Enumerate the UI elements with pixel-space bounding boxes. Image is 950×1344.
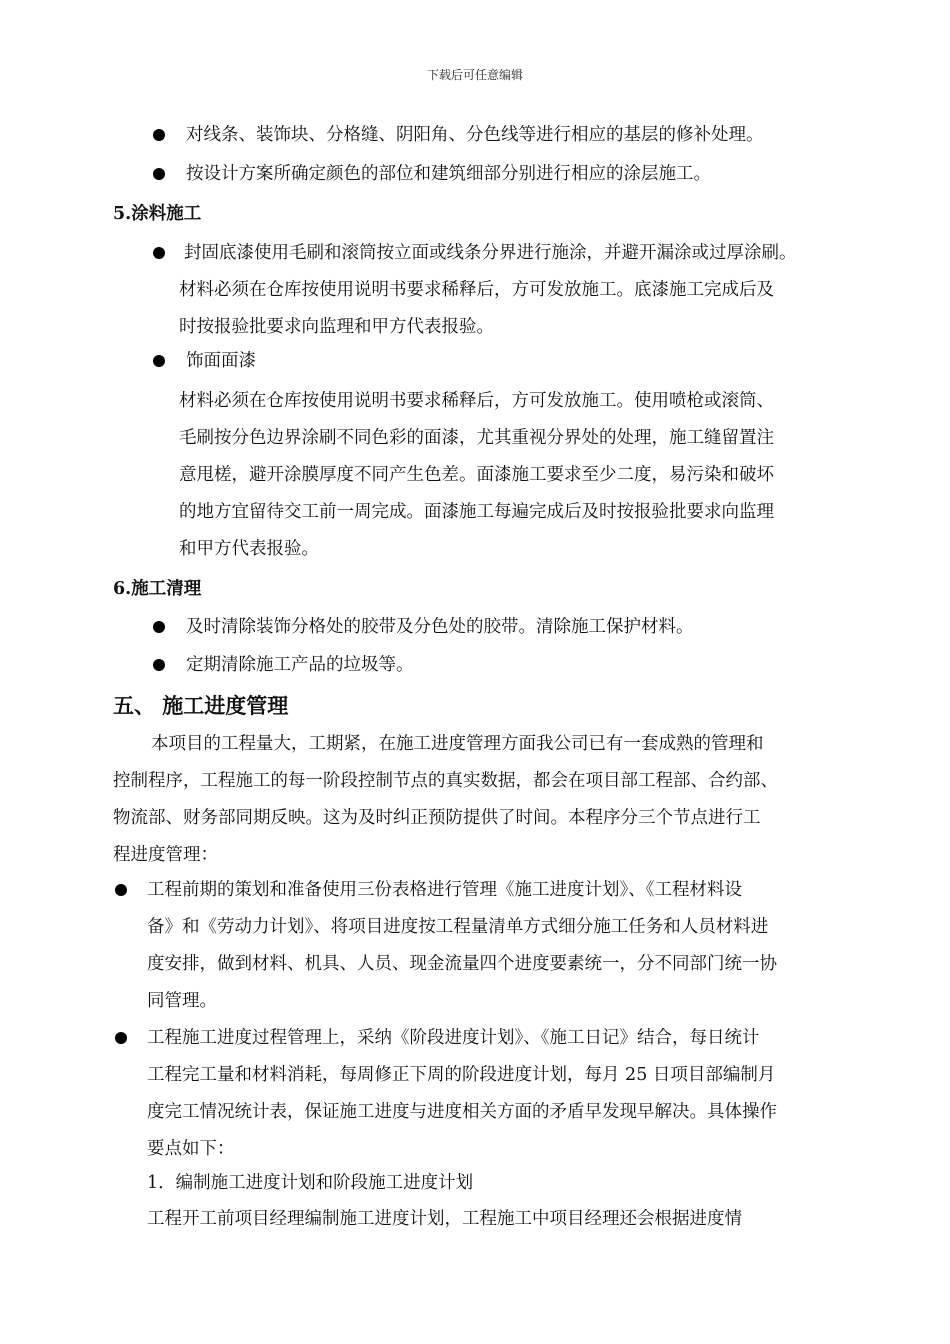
chapter-5-bullet-1-line-1: 工程前期的策划和准备使用三份表格进行管理《施工进度计划》、《工程材料设: [147, 880, 742, 900]
section-5-bullet-1-line-2: 材料必须在仓库按使用说明书要求稀释后，方可发放施工。底漆施工完成后及: [179, 280, 774, 300]
bullet-dot: [115, 884, 127, 896]
bullet-dot: [153, 129, 165, 141]
section-5-bullet-1-line-3: 时按报验批要求向监理和甲方代表报验。: [179, 317, 494, 337]
chapter-5-bullet-1-line-3: 度安排，做到材料、机具、人员、现金流量四个进度要素统一，分不同部门统一协: [147, 954, 777, 974]
section-5-bullet-1-line-1: 封固底漆使用毛刷和滚筒按立面或线条分界进行施涂，并避开漏涂或过厚涂刷。: [184, 243, 797, 263]
section-5-bullet-2-line-2: 毛刷按分色边界涂刷不同色彩的面漆，尤其重视分界处的处理，施工缝留置注: [179, 428, 774, 448]
chapter-5-bullet-2-line-4: 要点如下：: [147, 1139, 235, 1159]
section-5-bullet-2-line-3: 意甩槎，避开涂膜厚度不同产生色差。面漆施工要求至少二度，易污染和破坏: [179, 465, 774, 485]
chapter-5-bullet-2-line-2: 工程完工量和材料消耗，每周修正下周的阶段进度计划，每月 25 日项目部编制月: [147, 1065, 776, 1085]
intro-bullet-1: 对线条、装饰块、分格缝、阴阳角、分色线等进行相应的基层的修补处理。: [186, 125, 764, 145]
chapter-5-heading: 五、 施工进度管理: [113, 694, 289, 718]
bullet-dot: [153, 659, 165, 671]
chapter-5-bullet-1-line-4: 同管理。: [147, 991, 217, 1011]
section-6-bullet-1: 及时清除装饰分格处的胶带及分色处的胶带。清除施工保护材料。: [186, 617, 694, 637]
chapter-5-paragraph-line-2: 控制程序，工程施工的每一阶段控制节点的真实数据，都会在项目部工程部、合约部、: [113, 771, 778, 791]
section-5-bullet-2-line-5: 和甲方代表报验。: [179, 539, 319, 559]
bullet-dot: [153, 247, 165, 259]
section-5-bullet-2-line-4: 的地方宜留待交工前一周完成。面漆施工每遍完成后及时按报验批要求向监理: [179, 502, 774, 522]
bullet-dot: [153, 621, 165, 633]
chapter-5-bullet-2-line-3: 度完工情况统计表，保证施工进度与进度相关方面的矛盾早发现早解决。具体操作: [147, 1102, 777, 1122]
chapter-5-bullet-1-line-2: 备》和《劳动力计划》、将项目进度按工程量清单方式细分施工任务和人员材料进: [147, 917, 769, 937]
chapter-5-item-1-title: 1．编制施工进度计划和阶段施工进度计划: [147, 1173, 474, 1193]
bullet-dot: [153, 355, 165, 367]
section-5-heading: 5.涂料施工: [113, 204, 202, 224]
chapter-5-paragraph-line-3: 物流部、财务部同期反映。这为及时纠正预防提供了时间。本程序分三个节点进行工: [113, 808, 761, 828]
bullet-dot: [115, 1032, 127, 1044]
section-5-bullet-2-line-1: 材料必须在仓库按使用说明书要求稀释后，方可发放施工。使用喷枪或滚筒、: [179, 391, 774, 411]
section-6-heading: 6.施工清理: [113, 579, 202, 599]
header-note: 下载后可任意编辑: [426, 68, 523, 82]
intro-bullet-2: 按设计方案所确定颜色的部位和建筑细部分别进行相应的涂层施工。: [186, 164, 711, 184]
chapter-5-bullet-2-line-1: 工程施工进度过程管理上，采纳《阶段进度计划》、《施工日记》结合，每日统计: [147, 1028, 760, 1048]
section-5-bullet-2-title: 饰面面漆: [186, 351, 256, 371]
chapter-5-paragraph-line-4: 程进度管理：: [113, 845, 218, 865]
bullet-dot: [153, 168, 165, 180]
chapter-5-paragraph-line-1: 本项目的工程量大，工期紧，在施工进度管理方面我公司已有一套成熟的管理和: [151, 734, 764, 754]
section-6-bullet-2: 定期清除施工产品的垃圾等。: [186, 655, 414, 675]
chapter-5-item-1-text: 工程开工前项目经理编制施工进度计划，工程施工中项目经理还会根据进度情: [147, 1209, 742, 1229]
